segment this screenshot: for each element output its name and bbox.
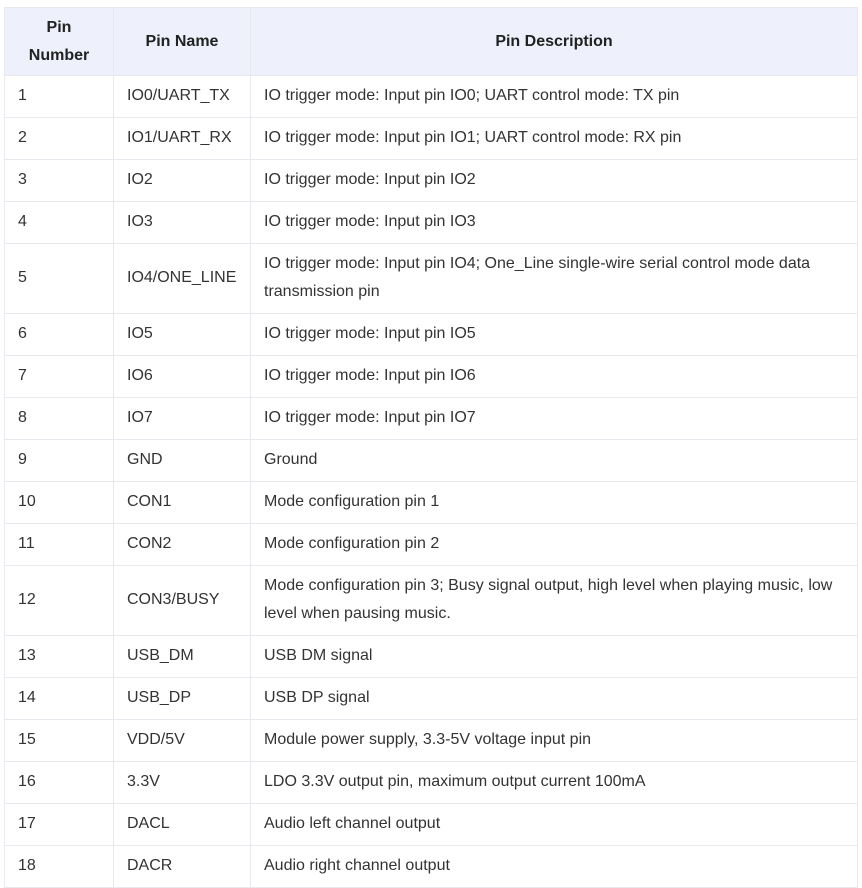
pin-description-cell: IO trigger mode: Input pin IO4; One_Line single-wire serial control mode data transmission pin [251, 244, 858, 314]
table-row [5, 762, 858, 804]
pin-number-cell: 10 [5, 482, 114, 524]
pin-name-cell: CON1 [114, 482, 251, 524]
pin-name-cell: IO6 [114, 356, 251, 398]
pin-number-cell: 1 [5, 76, 114, 118]
pin-number-cell: 7 [5, 356, 114, 398]
pin-number-cell: 13 [5, 636, 114, 678]
pin-name-cell: DACR [114, 846, 251, 888]
pin-name-cell: VDD/5V [114, 720, 251, 762]
pin-name-cell: IO1/UART_RX [114, 118, 251, 160]
pin-number-cell: 11 [5, 524, 114, 566]
table-row [5, 314, 858, 356]
table-row [5, 440, 858, 482]
table-row [5, 398, 858, 440]
pin-description-cell: Audio right channel output [251, 846, 858, 888]
pin-name-cell: USB_DM [114, 636, 251, 678]
pin-description-cell: USB DM signal [251, 636, 858, 678]
pin-description-cell: USB DP signal [251, 678, 858, 720]
pin-name-cell: IO5 [114, 314, 251, 356]
pin-number-cell: 12 [5, 566, 114, 636]
header-pin-name: Pin Name [114, 8, 251, 76]
pin-name-cell: IO0/UART_TX [114, 76, 251, 118]
pin-number-cell: 14 [5, 678, 114, 720]
pin-name-cell: IO4/ONE_LINE [114, 244, 251, 314]
pin-description-cell: Audio left channel output [251, 804, 858, 846]
pin-description-cell: IO trigger mode: Input pin IO7 [251, 398, 858, 440]
table-row [5, 636, 858, 678]
pin-name-cell: USB_DP [114, 678, 251, 720]
pin-number-cell: 5 [5, 244, 114, 314]
pin-description-cell: IO trigger mode: Input pin IO2 [251, 160, 858, 202]
pin-description-cell: IO trigger mode: Input pin IO5 [251, 314, 858, 356]
pin-number-cell: 15 [5, 720, 114, 762]
pin-number-cell: 9 [5, 440, 114, 482]
pin-description-cell: IO trigger mode: Input pin IO1; UART control mode: RX pin [251, 118, 858, 160]
table-row [5, 356, 858, 398]
pin-number-cell: 4 [5, 202, 114, 244]
pin-name-cell: 3.3V [114, 762, 251, 804]
header-pin-description: Pin Description [251, 8, 858, 76]
header-row [5, 8, 858, 76]
table-row [5, 678, 858, 720]
pin-number-cell: 2 [5, 118, 114, 160]
pin-number-cell: 17 [5, 804, 114, 846]
pin-name-cell: GND [114, 440, 251, 482]
pin-description-cell: Mode configuration pin 2 [251, 524, 858, 566]
table-row [5, 720, 858, 762]
pin-description-cell: IO trigger mode: Input pin IO6 [251, 356, 858, 398]
pin-number-cell: 3 [5, 160, 114, 202]
pin-description-cell: LDO 3.3V output pin, maximum output current 100mA [251, 762, 858, 804]
pin-name-cell: CON3/BUSY [114, 566, 251, 636]
pin-name-cell: DACL [114, 804, 251, 846]
table-row [5, 566, 858, 636]
table-row [5, 244, 858, 314]
table-body [5, 76, 858, 888]
table-row [5, 846, 858, 888]
table-header [5, 8, 858, 76]
pin-description-cell: Module power supply, 3.3-5V voltage input pin [251, 720, 858, 762]
pin-number-cell: 8 [5, 398, 114, 440]
pin-description-cell: Ground [251, 440, 858, 482]
pin-table-container [4, 7, 857, 888]
table-row [5, 118, 858, 160]
table-row [5, 76, 858, 118]
pin-description-cell: IO trigger mode: Input pin IO3 [251, 202, 858, 244]
table-row [5, 202, 858, 244]
pin-description-cell: Mode configuration pin 1 [251, 482, 858, 524]
table-row [5, 482, 858, 524]
table-row [5, 160, 858, 202]
pin-name-cell: IO3 [114, 202, 251, 244]
pin-name-cell: CON2 [114, 524, 251, 566]
table-row [5, 524, 858, 566]
pin-table [4, 7, 858, 888]
pin-number-cell: 6 [5, 314, 114, 356]
pin-number-cell: 16 [5, 762, 114, 804]
pin-description-cell: Mode configuration pin 3; Busy signal output, high level when playing music, low level when pausing music. [251, 566, 858, 636]
pin-name-cell: IO7 [114, 398, 251, 440]
header-pin-number: Pin Number [5, 8, 114, 76]
table-row [5, 804, 858, 846]
pin-name-cell: IO2 [114, 160, 251, 202]
pin-description-cell: IO trigger mode: Input pin IO0; UART control mode: TX pin [251, 76, 858, 118]
pin-number-cell: 18 [5, 846, 114, 888]
